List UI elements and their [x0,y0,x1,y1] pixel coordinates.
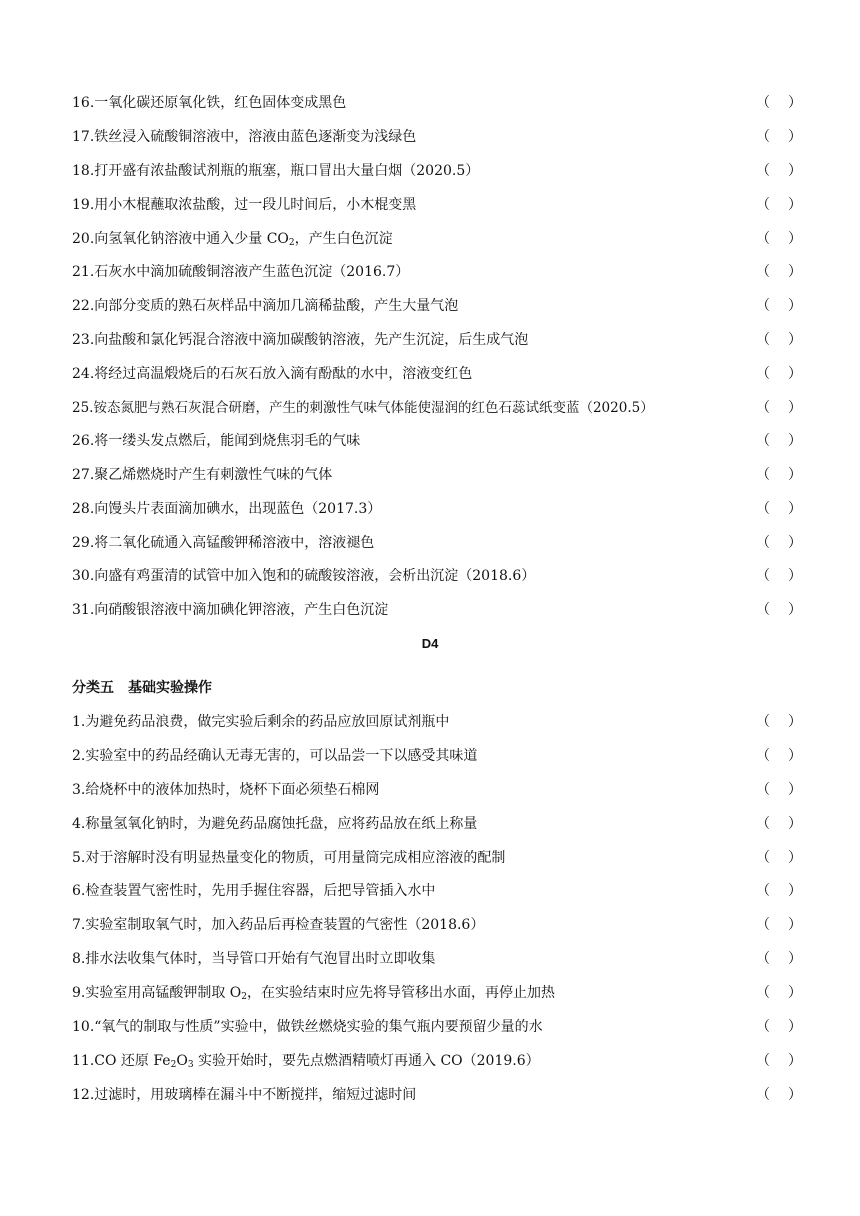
question-16 [72,91,802,115]
answer-bracket: （ ） [756,985,802,1001]
answer-bracket: （ ） [756,602,802,618]
question-27 [72,463,802,487]
answer-bracket: （ ） [756,129,802,145]
question-12 [72,1083,802,1107]
question-3 [72,778,802,802]
answer-bracket: （ ） [756,501,802,517]
question-6 [72,879,802,903]
answer-bracket: （ ） [756,714,802,730]
answer-bracket: （ ） [756,298,802,314]
answer-bracket: （ ） [756,197,802,213]
question-text: 12.过滤时，用玻璃棒在漏斗中不断搅拌，缩短过滤时间 [72,1087,417,1103]
question-9 [72,981,802,1005]
question-text: 21.石灰水中滴加硫酸铜溶液产生蓝色沉淀（2016.7） [72,264,410,280]
question-29 [72,531,802,555]
question-text: 27.聚乙烯燃烧时产生有刺激性气味的气体 [72,467,333,483]
question-text: 4.称量氢氧化钠时，为避免药品腐蚀托盘，应将药品放在纸上称量 [72,816,478,832]
question-31 [72,598,802,622]
question-text: 11.CO 还原 $Fe_2O_3$ 实验开始时，要先点燃酒精喷灯再通入 CO（2019.6） [72,1053,540,1070]
question-text: 18.打开盛有浓盐酸试剂瓶的瓶塞，瓶口冒出大量白烟（2020.5） [72,163,480,179]
question-text: 22.向部分变质的熟石灰样品中滴加几滴稀盐酸，产生大量气泡 [72,298,459,314]
question-text: 31.向硝酸银溶液中滴加碘化钾溶液，产生白色沉淀 [72,602,389,618]
question-5 [72,846,802,870]
answer-bracket: （ ） [756,1053,802,1069]
question-2 [72,744,802,768]
question-text: 10.“氧气的制取与性质”实验中，做铁丝燃烧实验的集气瓶内要预留少量的水 [72,1019,543,1035]
answer-bracket: （ ） [756,264,802,280]
question-text: 24.将经过高温煅烧后的石灰石放入滴有酚酞的水中，溶液变红色 [72,366,473,382]
answer-bracket: （ ） [756,1087,802,1103]
question-28 [72,497,802,521]
question-text: 9.实验室用高锰酸钾制取 $O_2$，在实验结束时应先将导管移出水面，再停止加热 [72,985,556,1002]
question-text: 2.实验室中的药品经确认无毒无害的，可以品尝一下以感受其味道 [72,748,478,764]
answer-bracket: （ ） [756,816,802,832]
answer-bracket: （ ） [756,850,802,866]
question-23 [72,328,802,352]
question-17 [72,125,802,149]
answer-bracket: （ ） [756,163,802,179]
question-text: 25.铵态氮肥与熟石灰混合研磨，产生的刺激性气味气体能使湿润的红色石蕊试纸变蓝（2020.5） [72,400,654,416]
question-text: 29.将二氧化硫通入高锰酸钾稀溶液中，溶液褪色 [72,535,375,551]
section-title: 分类五 基础实验操作 [72,680,212,696]
question-8 [72,947,802,971]
question-26 [72,429,802,453]
question-text: 30.向盛有鸡蛋清的试管中加入饱和的硫酸铵溶液，会析出沉淀（2018.6） [72,568,536,584]
answer-bracket: （ ） [756,95,802,111]
question-text: 17.铁丝浸入硫酸铜溶液中，溶液由蓝色逐渐变为浅绿色 [72,129,417,145]
question-text: 5.对于溶解时没有明显热量变化的物质，可用量筒完成相应溶液的配制 [72,850,506,866]
answer-bracket: （ ） [756,231,802,247]
question-text: 16.一氧化碳还原氧化铁，红色固体变成黑色 [72,95,347,111]
question-18 [72,159,802,183]
question-7 [72,913,802,937]
question-11 [72,1049,802,1073]
question-text: 7.实验室制取氧气时，加入药品后再检查装置的气密性（2018.6） [72,917,485,933]
question-20 [72,227,802,251]
question-text: 8.排水法收集气体时，当导管口开始有气泡冒出时立即收集 [72,951,436,967]
question-text: 6.检查装置气密性时，先用手握住容器，后把导管插入水中 [72,883,436,899]
question-25 [72,396,802,420]
answer-bracket: （ ） [756,1019,802,1035]
answer-bracket: （ ） [756,951,802,967]
question-19 [72,193,802,217]
section-code: D4 [421,636,439,651]
answer-bracket: （ ） [756,433,802,449]
question-text: 19.用小木棍蘸取浓盐酸，过一段儿时间后，小木棍变黑 [72,197,417,213]
question-text: 1.为避免药品浪费，做完实验后剩余的药品应放回原试剂瓶中 [72,714,450,730]
question-text: 23.向盐酸和氯化钙混合溶液中滴加碳酸钠溶液，先产生沉淀，后生成气泡 [72,332,529,348]
answer-bracket: （ ） [756,883,802,899]
question-4 [72,812,802,836]
question-1 [72,710,802,734]
answer-bracket: （ ） [756,535,802,551]
answer-bracket: （ ） [756,366,802,382]
answer-bracket: （ ） [756,917,802,933]
question-text: 28.向馒头片表面滴加碘水，出现蓝色（2017.3） [72,501,382,517]
question-24 [72,362,802,386]
answer-bracket: （ ） [756,332,802,348]
answer-bracket: （ ） [756,467,802,483]
question-30 [72,564,802,588]
answer-bracket: （ ） [756,782,802,798]
question-text: 20.向氢氧化钠溶液中通入少量 $CO_2$，产生白色沉淀 [72,231,393,248]
question-22 [72,294,802,318]
question-text: 3.给烧杯中的液体加热时，烧杯下面必须垫石棉网 [72,782,380,798]
answer-bracket: （ ） [756,748,802,764]
question-10 [72,1015,802,1039]
answer-bracket: （ ） [756,400,802,416]
question-text: 26.将一缕头发点燃后，能闻到烧焦羽毛的气味 [72,433,361,449]
question-21 [72,260,802,284]
answer-bracket: （ ） [756,568,802,584]
